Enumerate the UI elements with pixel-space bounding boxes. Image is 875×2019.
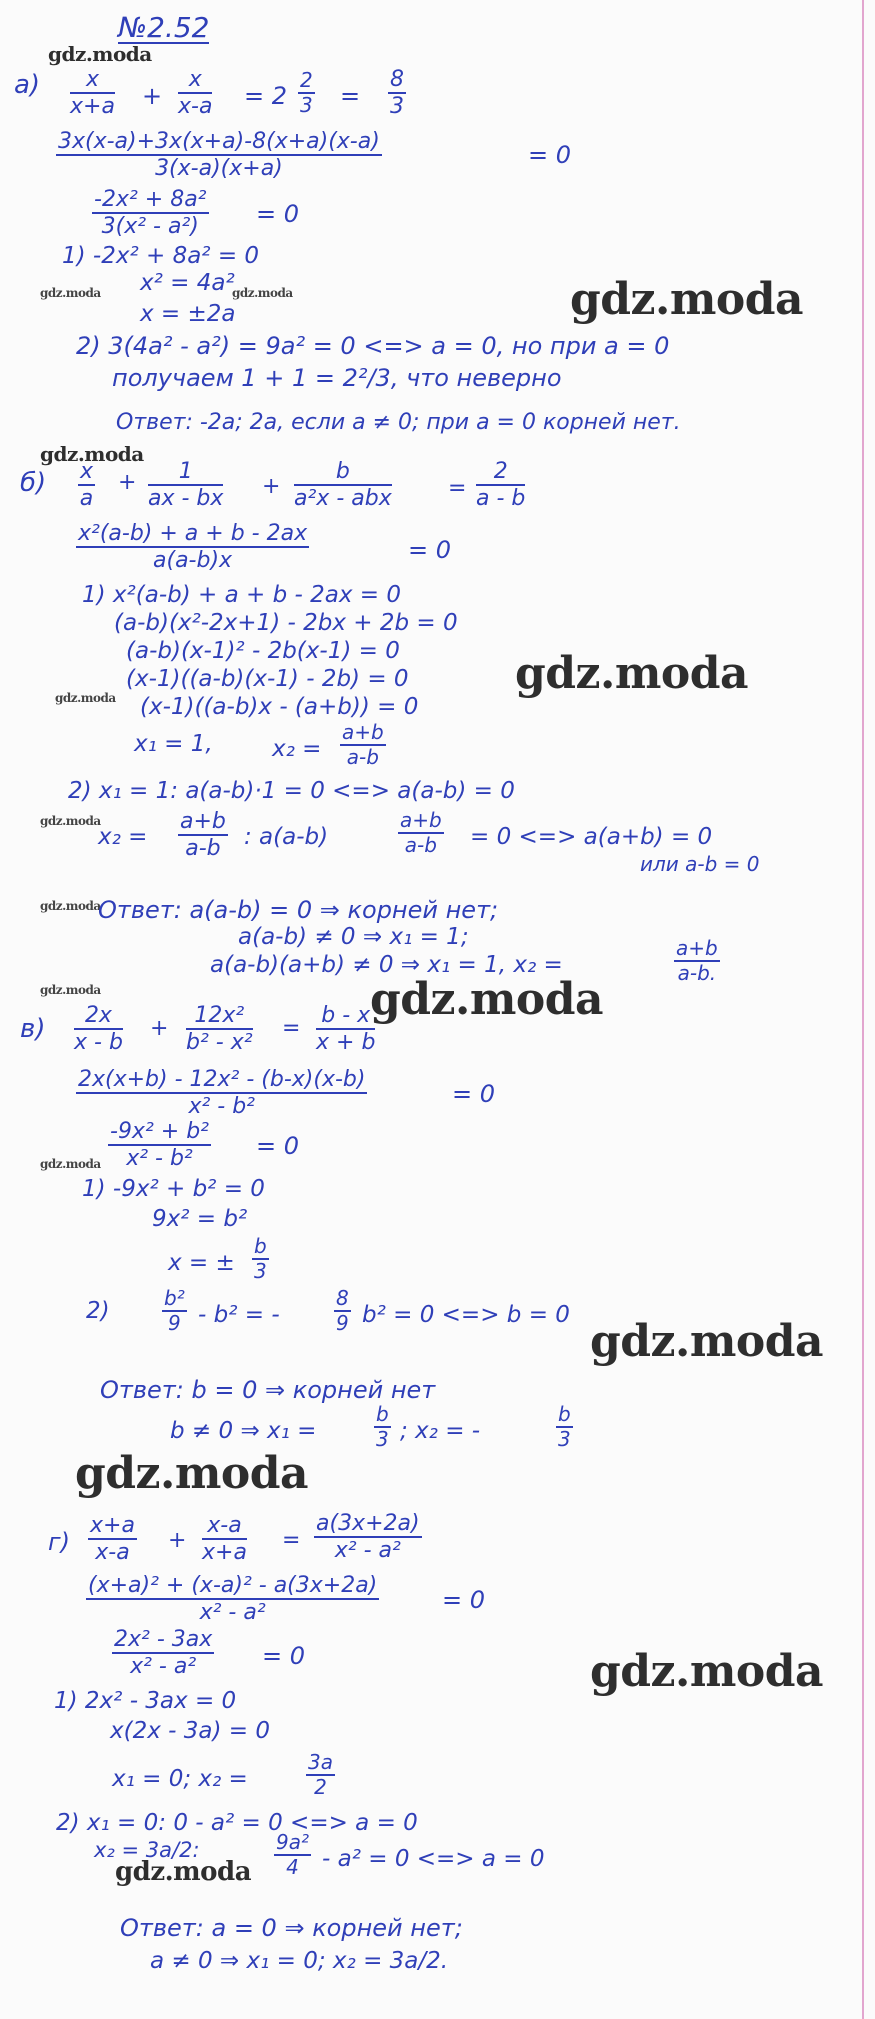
equals: = [448,476,467,501]
denominator: x-a [178,94,213,120]
denominator: 3 [253,1259,267,1283]
fraction [294,460,392,510]
denominator: a [79,486,94,512]
answer: ; x₂ = - [400,1418,481,1444]
fraction [74,1004,123,1054]
denominator: x-a [95,1540,130,1566]
watermark: gdz.moda [40,286,101,300]
step: (x-1)((a-b)x - (a+b)) = 0 [140,694,419,720]
step: : a(a-b) [244,824,329,850]
step: (x-1)((a-b)(x-1) - 2b) = 0 [126,666,409,692]
numerator: 2x [74,1004,123,1030]
denominator: x² - a² [334,1538,401,1564]
numerator: 12x² [186,1004,253,1030]
rhs: = 0 [262,1642,306,1670]
fraction [76,522,309,572]
numerator: b [376,1402,389,1426]
numerator: 2 [476,460,525,486]
denominator: x² - b² [126,1146,193,1172]
rhs: = 0 [256,200,300,228]
denominator: a²x - abx [294,486,392,512]
rhs: = 0 [452,1080,496,1108]
watermark: gdz.moda [515,648,749,699]
numerator: 2x² - 3ax [112,1628,214,1654]
numerator: x²(a-b) + a + b - 2ax [76,522,309,548]
step: (a-b)(x-1)² - 2b(x-1) = 0 [126,638,400,664]
denominator: x² - a² [199,1600,266,1626]
problem-number: №2.52 [118,11,210,44]
watermark: gdz.moda [590,1316,824,1367]
answer: a(a-b)(a+b) ≠ 0 ⇒ x₁ = 1, x₂ = [210,952,563,978]
fraction [76,1068,367,1118]
numerator: a+b [178,810,228,836]
numerator: -9x² + b² [108,1120,211,1146]
rhs: = 0 [528,141,572,169]
numerator: b² [164,1286,185,1310]
denominator: 9 [336,1311,349,1335]
denominator: 4 [286,1855,299,1879]
denominator: a - b [476,486,526,512]
step: x₂ = 3a/2: [94,1838,200,1862]
numerator: x [78,460,95,486]
operator: + [262,474,281,499]
fraction [388,68,406,118]
denominator: 3(x² - a²) [101,214,199,240]
step: x(2x - 3a) = 0 [110,1718,270,1744]
watermark: gdz.moda [590,1646,824,1697]
fraction [86,1574,379,1624]
watermark: gdz.moda [40,983,101,997]
fraction [314,1512,422,1562]
answer: Ответ: -2a; 2a, если a ≠ 0; при a = 0 корней нет. [116,410,681,435]
numerator: b [294,460,392,486]
step: x₂ = [98,824,148,850]
denominator: 2 [314,1775,327,1799]
watermark: gdz.moda [40,814,101,828]
watermark: gdz.moda [570,274,804,325]
fraction [274,1832,311,1878]
rhs: = 0 [442,1586,486,1614]
watermark: gdz.moda [40,442,144,466]
numerator: 9a² [276,1830,309,1854]
numerator: b - x [316,1004,375,1030]
numerator: 8 [388,68,406,94]
fraction [186,1004,253,1054]
numerator: a+b [400,808,442,832]
numerator: x+a [88,1514,137,1540]
denominator: x - b [74,1030,123,1056]
fraction [334,1288,351,1334]
fraction [374,1404,391,1450]
fraction [316,1004,375,1054]
numerator: a+b [342,720,384,744]
fraction [556,1404,573,1450]
numerator: 3a [308,1750,333,1774]
fraction [148,460,223,510]
step: 2) [86,1298,110,1324]
denominator: 3 [300,93,313,117]
denominator: 3(x-a)(x+a) [155,156,283,182]
watermark: gdz.moda [75,1448,309,1499]
fraction [398,810,444,856]
step: 1) -9x² + b² = 0 [82,1176,265,1202]
denominator: a-b [346,745,379,769]
denominator: ax - bx [148,486,224,512]
operator: + [142,82,163,110]
watermark: gdz.moda [40,1157,101,1171]
step: - a² = 0 <=> a = 0 [322,1846,545,1872]
denominator: 3 [557,1427,571,1451]
answer: Ответ: a = 0 ⇒ корней нет; [120,1914,463,1942]
fraction [88,1514,137,1564]
part-a-label: а) [14,70,41,100]
answer: a ≠ 0 ⇒ x₁ = 0; x₂ = 3a/2. [150,1948,449,1974]
fraction [178,68,212,118]
denominator: a(a-b)x [153,548,233,574]
answer: b ≠ 0 ⇒ x₁ = [170,1418,317,1444]
step: x₁ = 1, [134,731,213,757]
numerator: x [70,68,115,94]
step: 2) x₁ = 0: 0 - a² = 0 <=> a = 0 [56,1810,418,1836]
fraction [56,130,382,180]
fraction [92,188,209,238]
fraction [306,1752,335,1798]
numerator: 8 [336,1286,349,1310]
step: x₂ = [272,736,322,762]
numerator: b [254,1234,267,1258]
part-b-label: б) [20,468,47,498]
fraction [340,722,386,768]
numerator: (x+a)² + (x-a)² - a(3x+2a) [86,1574,379,1600]
equals: = [282,1528,301,1553]
denominator: x+a [202,1540,247,1566]
watermark: gdz.moda [232,286,293,300]
step: 9x² = b² [152,1206,248,1232]
equals: = [282,1016,301,1041]
equals: = 2 [244,82,288,110]
numerator: 2x(x+b) - 12x² - (b-x)(x-b) [76,1068,367,1094]
denominator: a-b [404,833,437,857]
fraction [202,1514,247,1564]
numerator: -2x² + 8a² [92,188,209,214]
denominator: a-b [185,836,221,862]
step: 2) x₁ = 1: a(a-b)·1 = 0 <=> a(a-b) = 0 [68,778,515,804]
step: x₁ = 0; x₂ = [112,1766,248,1792]
step: 1) -2x² + 8a² = 0 [62,243,260,269]
fraction [476,460,525,510]
watermark: gdz.moda [115,1857,252,1887]
fraction [108,1120,211,1170]
numerator: 1 [148,460,223,486]
part-c-label: в) [20,1014,46,1044]
part-d-label: г) [48,1528,70,1556]
step: 2) 3(4a² - a²) = 9a² = 0 <=> a = 0, но при a = 0 [76,332,670,360]
fraction [78,460,95,510]
answer: Ответ: b = 0 ⇒ корней нет [100,1376,436,1404]
step: 1) 2x² - 3ax = 0 [54,1688,237,1714]
denominator: 3 [390,94,404,120]
denominator: a-b. [677,961,717,985]
fraction [178,810,228,860]
step: b² = 0 <=> b = 0 [362,1302,570,1328]
margin-line [862,0,864,2019]
operator: + [150,1016,169,1041]
step: = 0 <=> a(a+b) = 0 [470,824,713,850]
denominator: 9 [167,1311,181,1335]
fraction [112,1628,214,1678]
watermark: gdz.moda [40,899,101,913]
step: (a-b)(x²-2x+1) - 2bx + 2b = 0 [114,610,458,636]
denominator: b² - x² [186,1030,253,1056]
step: получаем 1 + 1 = 2²/3, что неверно [112,364,562,392]
step: или a-b = 0 [640,852,760,876]
watermark: gdz.moda [48,42,152,66]
denominator: 3 [375,1427,389,1451]
step: 1) x²(a-b) + a + b - 2ax = 0 [82,582,401,608]
numerator: x [178,68,212,94]
equals: = [340,82,361,110]
denominator: x + b [316,1030,376,1056]
step: x² = 4a² [140,270,235,296]
step: x = ±2a [140,301,236,327]
denominator: x+a [70,94,115,120]
numerator: x-a [202,1514,247,1540]
fraction [252,1236,269,1282]
watermark: gdz.moda [370,974,604,1025]
answer: Ответ: a(a-b) = 0 ⇒ корней нет; [98,896,499,924]
numerator: 2 [300,68,313,92]
numerator: a+b [676,936,718,960]
denominator: x² - b² [188,1094,256,1120]
fraction [162,1288,187,1334]
numerator: b [558,1402,571,1426]
operator: + [168,1528,187,1553]
watermark: gdz.moda [55,691,116,705]
fraction [70,68,115,118]
fraction [674,938,720,984]
answer: a(a-b) ≠ 0 ⇒ x₁ = 1; [238,924,469,950]
fraction [298,70,315,116]
numerator: 3x(x-a)+3x(x+a)-8(x+a)(x-a) [56,130,382,156]
operator: + [118,470,137,495]
step: x = ± [168,1250,235,1276]
rhs: = 0 [408,536,452,564]
denominator: x² - a² [130,1654,197,1680]
numerator: a(3x+2a) [314,1512,422,1538]
step: - b² = - [198,1302,280,1328]
rhs: = 0 [256,1132,300,1160]
